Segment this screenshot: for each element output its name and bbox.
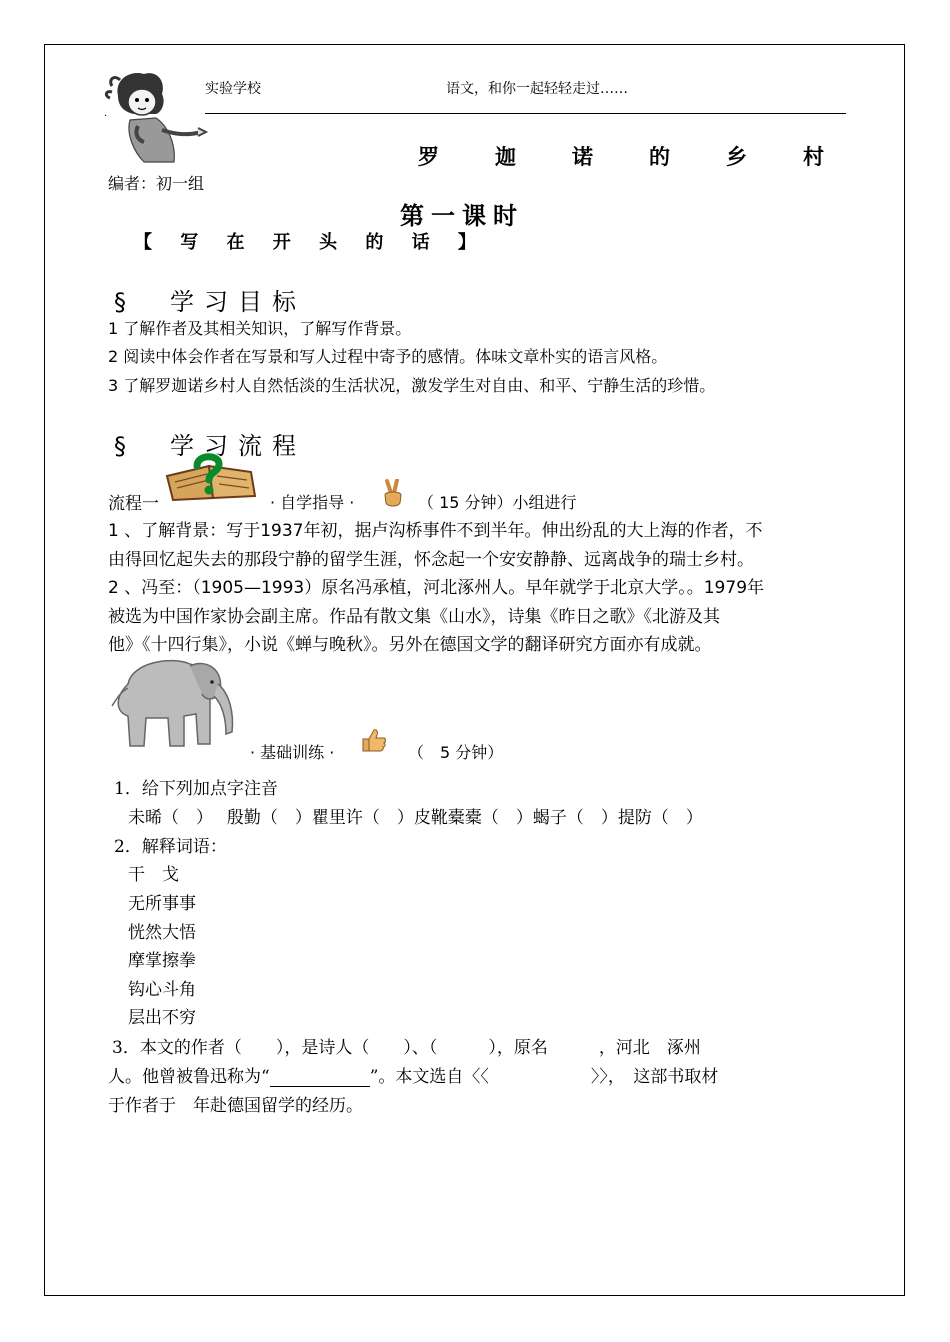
- page-title: 罗 迦 诺 的 乡 村: [418, 145, 824, 169]
- exercise-q1-items: 未晞（ ） 殷勤（ ）瞿里许（ ）皮靴橐橐（ ）蝎子（ ）提防（ ）: [128, 808, 703, 828]
- bullet-dot: .: [104, 108, 108, 119]
- flow-paragraph: 1 、了解背景：写于1937年初，据卢沟桥事件不到半年。伸出纷乱的大上海的作者，不: [108, 521, 763, 541]
- exercise-q3-line2: 人。他曾被鲁迅称为“ ”。本文选自〈〈 〉〉， 这部书取材: [108, 1067, 719, 1087]
- flow-paragraph: 由得回忆起失去的那段宁静的留学生涯，怀念起一个安安静静、远离战争的瑞士乡村。: [108, 550, 754, 570]
- exercise-q2: 2．解释词语：: [114, 837, 227, 857]
- header-rule: [205, 113, 846, 114]
- header-school: 实验学校: [205, 81, 261, 97]
- book-question-icon: [163, 452, 261, 504]
- exercise-q3-line1: 3．本文的作者（ ），是诗人（ ）、（ ），原名 ，河北 涿州: [112, 1038, 701, 1058]
- girl-illustration: [104, 68, 208, 166]
- vocab-word: 干 戈: [128, 865, 179, 885]
- flow-paragraph: 被选为中国作家协会副主席。作品有散文集《山水》，诗集《昨日之歌》《北游及其: [108, 607, 720, 627]
- opening-heading: 【 写 在 开 头 的 话 】: [134, 232, 487, 253]
- thumbs-up-icon: [361, 727, 387, 753]
- flow-heading: § 学习流程: [114, 432, 306, 460]
- goal-item: 2 阅读中体会作者在写景和写人过程中寄予的感情。体味文章朴实的语言风格。: [108, 347, 668, 366]
- vocab-word: 无所事事: [128, 894, 196, 914]
- flow-paragraph: 2 、冯至：（1905—1993）原名冯承植，河北涿州人。早年就学于北京大学。。1979年: [108, 578, 765, 598]
- exercise-q1: 1．给下列加点字注音: [114, 779, 278, 799]
- vocab-word: 恍然大悟: [128, 923, 196, 943]
- goals-heading: § 学习目标: [114, 288, 306, 316]
- answer-blank[interactable]: [270, 1070, 370, 1087]
- step1-time: （ 15 分钟）小组进行: [418, 493, 577, 512]
- step1-title: · 自学指导 ·: [270, 493, 355, 512]
- vocab-word: 层出不穷: [128, 1008, 196, 1028]
- victory-hand-icon: [381, 479, 405, 507]
- vocab-word: 钩心斗角: [128, 980, 196, 1000]
- vocab-word: 摩掌擦拳: [128, 951, 196, 971]
- elephant-illustration: [106, 654, 240, 754]
- lesson-heading: 第一课时: [400, 202, 524, 230]
- goal-item: 1 了解作者及其相关知识，了解写作背景。: [108, 319, 412, 338]
- step2-title: · 基础训练 ·: [250, 743, 335, 762]
- editor-line: 编者：初一组: [108, 174, 205, 193]
- step2-time: （ 5 分钟）: [408, 743, 504, 762]
- flow-paragraph: 他》《十四行集》，小说《蝉与晚秋》。另外在德国文学的翻译研究方面亦有成就。: [108, 635, 712, 655]
- step1-label: 流程一: [108, 494, 159, 514]
- header-motto: 语文，和你一起轻轻走过……: [446, 81, 628, 97]
- exercise-q3-line3: 于作者于 年赴德国留学的经历。: [108, 1096, 363, 1116]
- goal-item: 3 了解罗迦诺乡村人自然恬淡的生活状况，激发学生对自由、和平、宁静生活的珍惜。: [108, 376, 716, 395]
